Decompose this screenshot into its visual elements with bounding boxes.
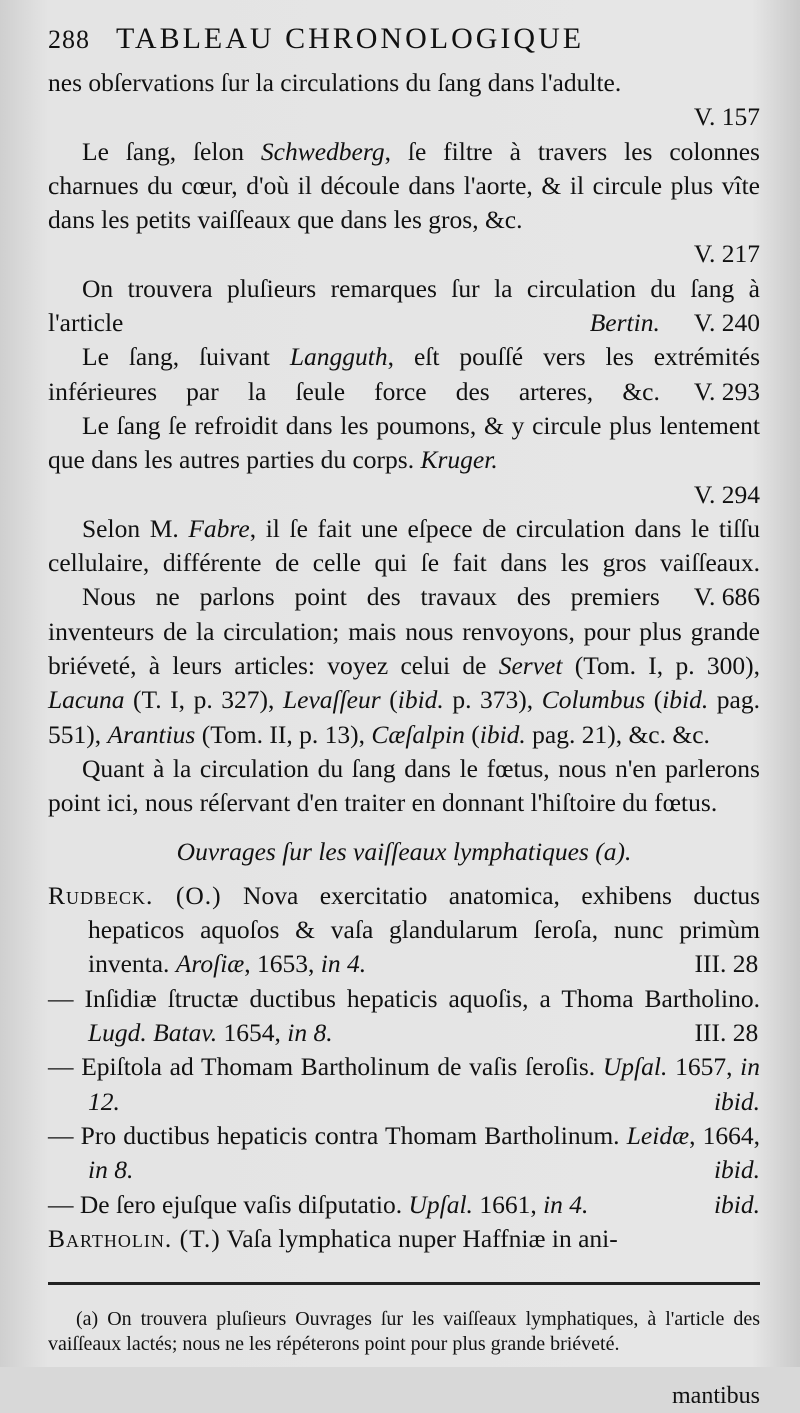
paragraph-text: , il ſe fait une eſpece de circulation dans le tiſſu cellulaire, différente de celle qui ſe fait dans les gros vaiſſeaux. — [48, 513, 760, 578]
paragraph-text: Le ſang ſe refroidit dans les poumons, & y circule plus lentement que dans les autres parties du corps. — [48, 410, 760, 475]
author-name: Columbus — [541, 685, 646, 715]
entry-title: Nova exercitatio anatomica, exhibens ductus hepaticos aquoſos & vaſa glandularum ſeroſa, nunc primùm inventa. — [88, 880, 760, 979]
author-name: Lacuna — [48, 685, 125, 715]
bibliography-entry — [48, 982, 760, 1051]
paragraph-kruger — [48, 409, 760, 512]
paragraph-text: Quant à la circulation du ſang dans le fœtus, nous n'en parlerons point ici, nous réſervant d'en traiter en donnant l'hiſtoire du fœtus. — [48, 753, 760, 818]
paragraph-text: pag. 551), — [48, 685, 760, 749]
author-name: Fabre — [188, 513, 250, 543]
paragraph-text: ( — [464, 719, 480, 749]
paragraph-text: Nous ne parlons point des travaux des premiers inventeurs de la circulation; mais nous renvoyons, pour plus grande briéveté, à leurs articles: voyez celui de — [48, 582, 760, 681]
ibid-ref: ibid. — [397, 685, 444, 715]
volume-reference: ibid. — [713, 1086, 760, 1116]
entry-year: , 1653, — [244, 949, 321, 979]
author-name: Servet — [498, 651, 563, 681]
paragraph-bertin — [48, 272, 760, 341]
main-text — [48, 66, 760, 1413]
entry-format: in 8. — [88, 1155, 134, 1185]
entry-year: , 1664, — [689, 1120, 760, 1150]
paragraph-text: nes obſervations ſur la circulations du ſang dans l'adulte. — [48, 68, 622, 97]
author-name: Cæſalpin — [371, 719, 465, 749]
volume-reference: V. 240 — [693, 308, 760, 338]
bibliography-entry — [48, 1050, 760, 1119]
entry-title: — Inſidiæ ſtructæ ductibus hepaticis aquoſis, a Thoma Bartholino. — [48, 983, 760, 1013]
bibliography-entry — [48, 1188, 760, 1222]
volume-reference: III. 28 — [694, 1018, 759, 1048]
paragraph-text: (T. I, p. 327), — [124, 685, 283, 715]
entry-place: Upſal. — [408, 1189, 473, 1219]
bibliography-entry — [48, 879, 760, 982]
footnote: (a) On trouvera pluſieurs Ouvrages ſur les vaiſſeaux lymphatiques, à l'article des vaiſſeaux lactés; nous ne les répéterons point pour plus grande briéveté. — [48, 1308, 760, 1356]
paragraph-text: ( — [645, 685, 663, 715]
paragraph-continuation — [48, 66, 760, 135]
author-name: Langguth — [289, 342, 388, 372]
entry-format: in 4. — [543, 1189, 589, 1219]
paragraph-text: On trouvera pluſieurs remarques ſur la circulation du ſang à l'article — [48, 273, 760, 338]
paragraph-foetus — [48, 752, 760, 821]
paragraph-text: ( — [380, 685, 398, 715]
entry-place: Leidæ — [626, 1120, 690, 1150]
entry-author: Rudbeck. (O.) — [48, 880, 222, 910]
entry-title: — Epiſtola ad Thomam Bartholinum de vaſis ſeroſis. — [48, 1052, 603, 1082]
author-name: Arantius — [107, 719, 196, 749]
entry-place: Aroſiæ — [175, 949, 245, 979]
author-name: Schwedberg — [260, 136, 385, 166]
bibliography-entry — [48, 1222, 760, 1256]
volume-reference: V. 157 — [693, 102, 760, 132]
paragraph-text: , ſe filtre à travers les colonnes charnues du cœur, d'où il découle dans l'aorte, & il circule plus vîte dans les petits vaiſſeaux que dans les gros, &c. — [48, 136, 760, 235]
ibid-ref: ibid. — [662, 685, 709, 715]
volume-reference: ibid. — [713, 1189, 760, 1219]
entry-year: 1661, — [472, 1189, 544, 1219]
volume-reference: V. 293 — [693, 376, 760, 406]
page-header — [48, 22, 760, 66]
footnote-rule — [48, 1282, 760, 1285]
paragraph-text: (Tom. I, p. 300), — [562, 651, 760, 681]
paragraph-langguth — [48, 340, 760, 409]
entry-place: Lugd. Batav. — [88, 1018, 218, 1048]
volume-reference: V. 217 — [693, 239, 760, 269]
entry-year: 1654, — [217, 1018, 288, 1048]
ibid-ref: ibid. — [479, 719, 526, 749]
paragraph-text: (Tom. II, p. 13), — [195, 719, 372, 749]
entry-title: — De ſero ejuſque vaſis diſputatio. — [48, 1189, 409, 1219]
paragraph-text: Le ſang, ſelon — [82, 136, 261, 166]
author-name: Bertin. — [589, 308, 660, 338]
author-name: Kruger. — [420, 445, 498, 475]
entry-place: Upſal. — [602, 1052, 668, 1082]
entry-format: in 4. — [320, 949, 367, 979]
volume-reference: ibid. — [713, 1155, 760, 1185]
entry-format: in 12. — [88, 1052, 761, 1116]
paragraph-text: , eſt pouſſé vers les extrémités inférieures par la ſeule force des arteres, &c. — [48, 342, 760, 406]
paragraph-text: pag. 21), &c. &c. — [525, 719, 710, 749]
volume-reference: V. 294 — [693, 479, 760, 509]
paragraph-inventors — [48, 580, 760, 751]
paragraph-fabre — [48, 512, 760, 612]
entry-author: Bartholin. (T.) — [48, 1223, 221, 1253]
entry-format: in 8. — [287, 1018, 333, 1048]
volume-reference: III. 28 — [694, 949, 759, 979]
volume-reference: V. 686 — [693, 582, 760, 612]
entry-title: Vaſa lymphatica nuper Haffniæ in ani- — [220, 1223, 618, 1253]
paragraph-text: p. 373), — [443, 685, 542, 715]
entry-title: — Pro ductibus hepaticis contra Thomam Bartholinum. — [48, 1120, 627, 1150]
paragraph-text: Selon M. — [82, 513, 189, 543]
page-number: 288 — [48, 25, 90, 54]
section-heading: Ouvrages ſur les vaiſſeaux lymphatiques (a). — [176, 836, 632, 866]
catchword: mantibus — [672, 1383, 760, 1410]
entry-year: 1657, — [667, 1052, 741, 1082]
paragraph-schwedberg — [48, 135, 760, 272]
running-title: TABLEAU CHRONOLOGIQUE — [116, 22, 585, 55]
paragraph-text: Le ſang, ſuivant — [82, 342, 290, 372]
bibliography-entry — [48, 1119, 760, 1188]
author-name: Levaſſeur — [282, 685, 381, 715]
